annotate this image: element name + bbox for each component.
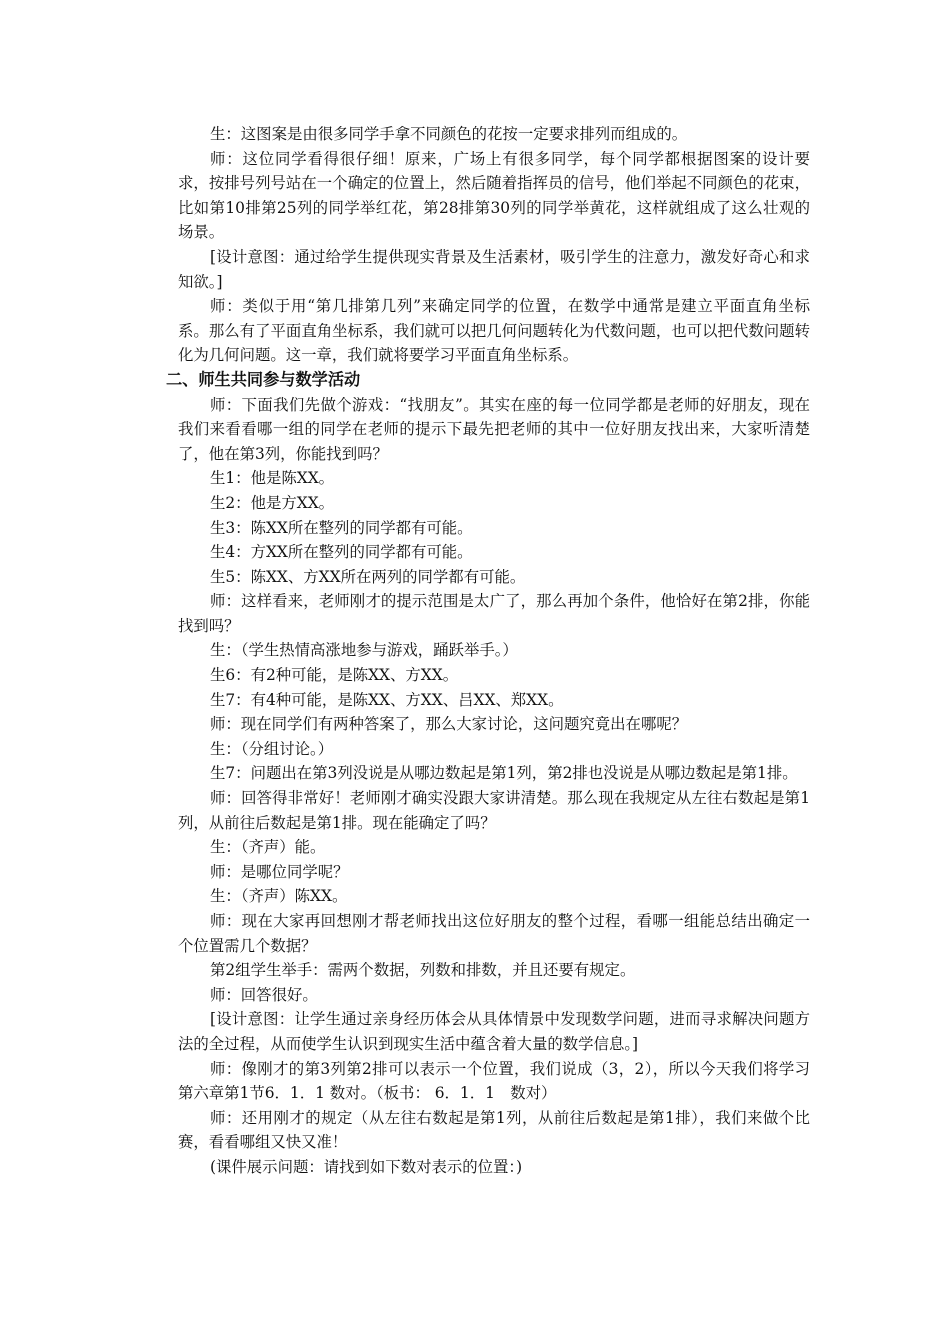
- paragraph-student-2: 生2：他是方XX。: [210, 493, 335, 512]
- paragraph-students-answer-name: 生：（齐声）陈XX。: [210, 887, 348, 906]
- paragraph-student-5: 生5：陈XX、方XX所在两列的同学都有可能。: [210, 567, 526, 586]
- paragraph-teacher-number-pair: 师：像刚才的第3列第2排可以表示一个位置，我们说成（3，2），所以今天我们将学习第六章第1节6．1．1 数对。（板书： 6．1．1 数对）: [178, 1059, 810, 1103]
- section-heading: 二、师生共同参与数学活动: [166, 369, 361, 389]
- paragraph-student-6: 生6：有2种可能，是陈XX、方XX。: [210, 666, 459, 685]
- paragraph-students-raise-hands: 生：（学生热情高涨地参与游戏，踊跃举手。）: [210, 641, 518, 660]
- paragraph-student-7-problem: 生7：问题出在第3列没说是从哪边数起是第1列，第2排也没说是从哪边数起是第1排。: [210, 764, 798, 783]
- paragraph-teacher-add-condition: 师：这样看来，老师刚才的提示范围是太广了，那么再加个条件，他恰好在第2排，你能找到吗？: [178, 592, 810, 635]
- paragraph-teacher-rule: 师：回答得非常好！老师刚才确实没跟大家讲清楚。那么现在我规定从左往右数起是第1列，从前往后数起是第1排。现在能确定了吗？: [178, 789, 810, 832]
- paragraph-student-7: 生7：有4种可能，是陈XX、方XX、吕XX、郑XX。: [210, 690, 564, 709]
- paragraph-group-discussion: 生：（分组讨论。）: [210, 739, 334, 758]
- paragraph-student-3: 生3：陈XX所在整列的同学都有可能。: [210, 518, 473, 537]
- paragraph-courseware-question: (课件展示问题：请找到如下数对表示的位置：): [210, 1157, 523, 1176]
- paragraph-teacher-explanation-flowers: 师：这位同学看得很仔细！原来，广场上有很多同学，每个同学都根据图案的设计要求，按排号列号站在一个确定的位置上，然后随着指挥员的信号，他们举起不同颜色的花束，比如第10排第25列的同学举红花，第28排第30列的同学举黄花，这样就组成了这么壮观的场景。: [178, 149, 810, 242]
- paragraph-design-intent-1: [设计意图：通过给学生提供现实背景及生活素材，吸引学生的注意力，激发好奇心和求知欲。]: [178, 247, 810, 291]
- paragraph-teacher-which-student: 师：是哪位同学呢？: [210, 862, 349, 881]
- paragraph-design-intent-2: [设计意图：让学生通过亲身经历体会从具体情景中发现数学问题，进而寻求解决问题方法的全过程，从而使学生认识到现实生活中蕴含着大量的数学信息。]: [178, 1010, 810, 1053]
- paragraph-student-4: 生4：方XX所在整列的同学都有可能。: [210, 543, 473, 562]
- paragraph-teacher-good-answer: 师：回答很好。: [210, 985, 318, 1004]
- paragraph-teacher-summary-question: 师：现在大家再回想刚才帮老师找出这位好朋友的整个过程，看哪一组能总结出确定一个位置需几个数据？: [178, 912, 810, 955]
- paragraph-teacher-game: 师：下面我们先做个游戏：“找朋友”。其实在座的每一位同学都是老师的好朋友，现在我们来看看哪一组的同学在老师的提示下最先把老师的其中一位好朋友找出来，大家听清楚了，他在第3列，你能找到吗？: [178, 395, 810, 463]
- paragraph-students-can: 生：（齐声）能。: [210, 838, 326, 857]
- paragraph-teacher-two-answers: 师：现在同学们有两种答案了，那么大家讨论，这问题究竟出在哪呢？: [210, 715, 688, 734]
- paragraph-teacher-coordinate-intro: 师：类似于用“第几排第几列”来确定同学的位置，在数学中通常是建立平面直角坐标系。那么有了平面直角坐标系，我们就可以把几何问题转化为代数问题，也可以把代数问题转化为几何问题。这一章，我们就将要学习平面直角坐标系。: [178, 297, 810, 365]
- paragraph-student-answer-pattern: 生：这图案是由很多同学手拿不同颜色的花按一定要求排列而组成的。: [210, 125, 688, 143]
- paragraph-student-1: 生1：他是陈XX。: [210, 469, 335, 488]
- document-body: [166, 122, 810, 1180]
- paragraph-group-2-answer: 第2组学生举手：需两个数据，列数和排数，并且还要有规定。: [210, 961, 636, 980]
- paragraph-teacher-competition: 师：还用刚才的规定（从左往右数起是第1列，从前往后数起是第1排），我们来做个比赛，看看哪组又快又准！: [178, 1108, 810, 1152]
